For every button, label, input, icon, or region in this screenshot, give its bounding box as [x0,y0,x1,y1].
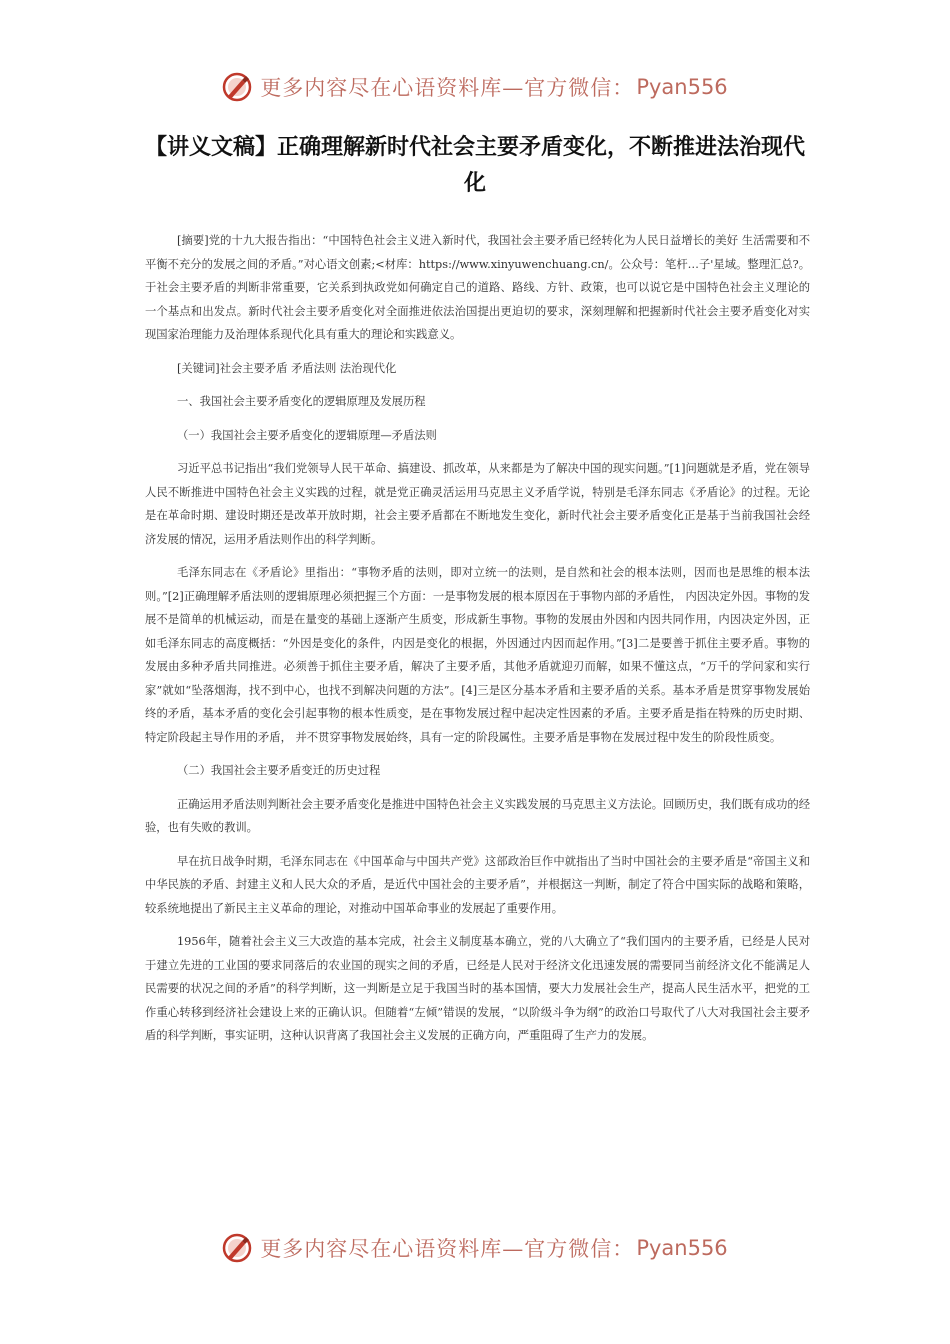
watermark-wechat-id: Pyan556 [636,75,728,99]
body-paragraph: 早在抗日战争时期，毛泽东同志在《中国革命与中国共产党》这部政治巨作中就指出了当时中国社会的主要矛盾是“帝国主义和中华民族的矛盾、封建主义和人民大众的矛盾，是近代中国社会的主要矛盾”，并根据这一判断，制定了符合中国实际的战略和策略，较系统地提出了新民主主义革命的理论，对推动中国革命事业的发展起了重要作用。 [145,854,810,915]
watermark-text: 更多内容尽在心语资料库—官方微信： [260,76,635,100]
watermark-footer [0,1233,950,1263]
watermark-header [0,72,950,102]
pen-logo-icon [222,1233,252,1263]
body-paragraph: 毛泽东同志在《矛盾论》里指出：“事物矛盾的法则，即对立统一的法则，是自然和社会的根本法则，因而也是思维的根本法则。”[2]正确理解矛盾法则的逻辑原理必须把握三个方面：一是事物发展的根本原因在于事物内部的矛盾性， 内因决定外因。事物的发展不是简单的机械运动，而是在量变的基础上逐渐产生质变，形成新生事物。事物的发展由外因和内因共同作用，内因决定外因，正如毛泽东同志的高度概括：“外因是变化的条件，内因是变化的根据，外因通过内因而起作用。”[3]二是要善于抓住主要矛盾。事物的发展由多种矛盾共同推进。必须善于抓住主要矛盾，解决了主要矛盾，其他矛盾就迎刃而解，如果不懂这点，“万千的学问家和实行家”就如“坠落烟海，找不到中心，也找不到解决问题的方法”。[4]三是区分基本矛盾和主要矛盾的关系。基本矛盾是贯穿事物发展始终的矛盾，基本矛盾的变化会引起事物的根本性质变，是在事物发展过程中起决定性因素的矛盾。主要矛盾是指在特殊的历史时期、特定阶段起主导作用的矛盾， 并不贯穿事物发展始终，具有一定的阶段属性。主要矛盾是事物在发展过程中发生的阶段性质变。 [145,566,810,744]
abstract-paragraph: [摘要]党的十九大报告指出：“中国特色社会主义进入新时代，我国社会主要矛盾已经转化为人民日益增长的美好 生活需要和不平衡不充分的发展之间的矛盾。”对心语文创素;<材库：https://www.xinyuwenchuang.cn/。公众号：笔杆…子'星域。整理汇总?。于社会主要矛盾的判断非常重要，它关系到执政党如何确定自己的道路、路线、方针、政策，也可以说它是中国特色社会主义理论的一个基点和出发点。新时代社会主要矛盾变化对全面推进依法治国提出更迫切的要求，深刻理解和把握新时代社会主要矛盾变化对实现国家治理能力及治理体系现代化具有重大的理论和实践意义。 [145,234,810,341]
document-title: 【讲义文稿】正确理解新时代社会主要矛盾变化，不断推进法治现代化 [145,135,806,196]
body-paragraph: 1956年，随着社会主义三大改造的基本完成，社会主义制度基本确立，党的八大确立了“我们国内的主要矛盾，已经是人民对于建立先进的工业国的要求同落后的农业国的现实之间的矛盾，已经是人民对于经济文化迅速发展的需要同当前经济文化不能满足人民需要的状况之间的矛盾”的科学判断，这一判断是立足于我国当时的基本国情，要大力发展社会生产，提高人民生活水平，把党的工作重心转移到经济社会建设上来的正确认识。但随着“左倾”错误的发展，“以阶级斗争为纲”的政治口号取代了八大对我国社会主要矛盾的科学判断，事实证明，这种认识背离了我国社会主义发展的正确方向，严重阻碍了生产力的发展。 [145,935,810,1042]
watermark-text: 更多内容尽在心语资料库—官方微信： [260,1237,635,1261]
watermark-wechat-id: Pyan556 [636,1236,728,1260]
pen-logo-icon [222,72,252,102]
body-paragraph: 习近平总书记指出“我们党领导人民干革命、搞建设、抓改革，从来都是为了解决中国的现实问题。”[1]问题就是矛盾，党在领导人民不断推进中国特色社会主义实践的过程，就是党正确灵活运用马克思主义矛盾学说，特别是毛泽东同志《矛盾论》的过程。无论是在革命时期、建设时期还是改革开放时期，社会主要矛盾都在不断地发生变化，新时代社会主要矛盾变化正是基于当前我国社会经济发展的情况，运用矛盾法则作出的科学判断。 [145,462,810,546]
document-body [145,229,810,1048]
subsection-heading-2: （二）我国社会主要矛盾变迁的历史过程 [177,764,381,777]
keywords-paragraph: [关键词]社会主要矛盾 矛盾法则 法治现代化 [177,361,397,375]
body-paragraph: 正确运用矛盾法则判断社会主要矛盾变化是推进中国特色社会主义实践发展的马克思主义方法论。回顾历史，我们既有成功的经验，也有失败的教训。 [145,797,810,834]
subsection-heading-1: （一）我国社会主要矛盾变化的逻辑原理—矛盾法则 [177,428,437,442]
section-heading-1: 一、我国社会主要矛盾变化的逻辑原理及发展历程 [177,395,426,408]
